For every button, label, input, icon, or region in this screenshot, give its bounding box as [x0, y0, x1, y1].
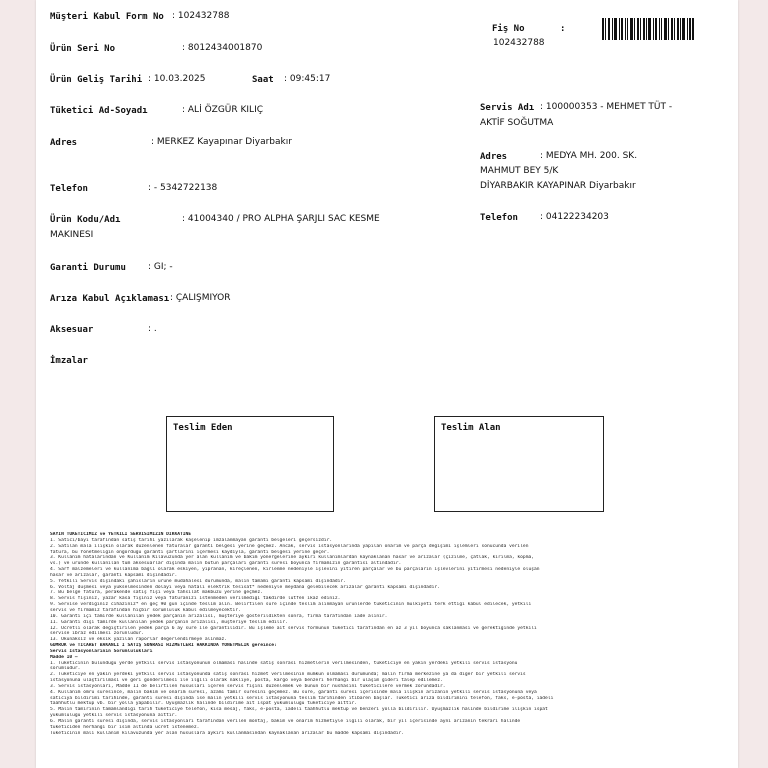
fine-print-line: taahhütlü mektup vb. bir yolla yapabilir. Uyuşmazlık halinde bildirime ait ispat yükümlülüğü tüketiciye aittir.	[50, 701, 357, 707]
phone-value: : - 5342722138	[148, 183, 218, 193]
service-value-continued: AKTİF SOĞUTMA	[480, 118, 554, 128]
accessory-value: : .	[148, 324, 157, 334]
accessory-label: Aksesuar	[50, 325, 94, 335]
serial-label: Ürün Seri No	[50, 44, 116, 54]
service-address-value: : MEDYA MH. 200. SK.	[540, 151, 638, 161]
fine-print-line: 3. Kullanım hatalarından ve Kullanım Kılavuzunda yer alan kullanım ve bakım yönergelerine aykırı kullanımlardan kaynaklanan hasar ve arızalar (çizilme, çatlak, kırılma, kopma,	[50, 555, 534, 561]
fine-print-line: servise ibraz edilmesi zorunludur.	[50, 631, 145, 637]
warranty-value: : GI; -	[148, 262, 173, 272]
fault-label: Arıza Kabul Açıklaması	[50, 294, 170, 304]
time-value: : 09:45:17	[284, 74, 331, 84]
service-address-line3: DİYARBAKIR KAYAPINAR Diyarbakır	[480, 181, 636, 191]
fine-print-line: 4. Sarf malzemeleri ve kullanıma bağlı olarak eskiyen, yıpranan, kireçlenen, kirlenme nedeniyle işlevini yitiren parçalar ve bu parçaların işlevlerini yitirmesi nedeniyle oluşan	[50, 567, 540, 573]
address-value: : MERKEZ Kayapınar Diyarbakır	[151, 137, 292, 147]
fine-print-line: 2. Satılan mala ilişkin olarak düzenlenen faturalar garanti belgesi yerine geçmez. Ancak, servis istasyonlarında yapılan onarım ve parça değişimi işlemleri sonucunda verilen	[50, 543, 529, 549]
delivered-by-box	[166, 416, 334, 512]
phone-label: Telefon	[50, 184, 88, 194]
form-no-label: Müşteri Kabul Form No	[50, 12, 164, 22]
address-label: Adres	[50, 138, 78, 148]
fine-print-line: 13. Okunaksız ve eksik yazılan raporlar değerlendirmeye alınmaz.	[50, 637, 228, 643]
fis-no-colon: :	[560, 24, 566, 34]
fine-print-line: 9. Servise verdiğiniz cihazınız* en geç 90 gün içinde teslim alın. Belirtilen süre içinde teslim alınmayan ürünlerde tüketicinin mülkiyeti terk ettiği kabul edilecek, yetkili	[50, 602, 532, 608]
fine-print-line: Servis İstasyonlarının Sorumlulukları	[50, 648, 153, 654]
fine-print-line: satıcıya bildirimi tarihinde, garanti süresi dışında ise malın yetkili servis istasyonuna teslim tarihinden itibaren başlar. Tüketici arıza bildirimini telefon, faks, e-posta, iadeli	[50, 695, 554, 701]
barcode-image	[602, 18, 694, 40]
fine-print-line: Madde 10 –	[50, 654, 78, 660]
fine-print-line: GÜMRÜK ve TİCARET BAKANLI I SATIŞ SONRASI HİZMETLERİ HAKKINDA YÖNETMELİK gereince:	[50, 643, 277, 649]
fine-print-line: sorumludur.	[50, 666, 81, 672]
fine-print-line: servis ve firmamız tarafından hiçbir sorumluluk kabul edilmeyecektir.	[50, 607, 241, 613]
fine-print-line: 5. Malın tamirinin tamamlandığı tarih tüketiciye telefon, kısa mesaj, faks, e-posta, iadeli taahhütlü mektup ve benzeri yolla bildirilir. Uyuşmazlık halinde bildirime ilişkin ispat	[50, 707, 548, 713]
fis-no-value: 102432788	[493, 38, 545, 48]
customer-value: : ALİ ÖZGÜR KILIÇ	[182, 105, 264, 115]
received-by-box	[434, 416, 604, 512]
service-address-line2: MAHMUT BEY 5/K	[480, 166, 559, 176]
fine-print-line: 11. Garanti dışı tamirde kullanılan yedek parçanın arızalısı, müşteriye teslim edilir.	[50, 619, 288, 625]
signatures-label: İmzalar	[50, 356, 88, 366]
form-no-value: : 102432788	[172, 11, 230, 21]
fis-no-label: Fiş No	[492, 24, 525, 34]
customer-label: Tüketici Ad-Soyadı	[50, 106, 148, 116]
arrival-date-value: : 10.03.2025	[148, 74, 206, 84]
product-label: Ürün Kodu/Adı	[50, 215, 121, 225]
received-by-label: Teslim Alan	[441, 423, 501, 433]
fault-value: : ÇALIŞMIYOR	[170, 293, 231, 303]
warranty-label: Garanti Durumu	[50, 263, 126, 273]
fine-print-line: Tüketicinin malı kullanım kılavuzunda yer alan hususlara aykırı kullanmasından kaynaklanan arızalar bu madde kapsamı dışındadır.	[50, 730, 405, 736]
arrival-date-label: Ürün Geliş Tarihi	[50, 75, 143, 85]
fine-print-line: 2. Tüketiciye en yakın yerdeki yetkili servis istasyonunda satış sonrası hizmet verilmesinin mümkün olmaması durumunda; malın firma merkezine ya da diğer bir yetkili servis	[50, 672, 526, 678]
fine-print-line: 6. Malın garanti süresi dışında, servis istasyonları tarafından verilen montaj, bakım ve onarım hizmetiyle ilgili olarak, bir yıl içerisinde aynı arızanın tekrarı halinde	[50, 719, 521, 724]
fine-print-line: SAYIN TÜKETİCİMİZ ve YETKİLİ SERVİSİMİZİN DİKKATİNE	[50, 532, 192, 537]
product-value: : 41004340 / PRO ALPHA ŞARJLI SAC KESME	[182, 214, 380, 224]
fine-print-line: 8. Servis fişiniz, yazar kasa fişiniz veya faturanızı istenmeden verilmediği takdirde lütfen ikaz ediniz.	[50, 596, 341, 602]
service-phone-label: Telefon	[480, 213, 518, 223]
fine-print-line: fatura, bu Yönetmeliğin öngördüğü garanti şartlarını içermesi kaydıyla, garanti belgesi yerine geçer.	[50, 549, 330, 555]
fine-print-line: 1. Tüketicinin bulunduğu yerde yetkili servis istasyonunun olmaması halinde satış sonrası hizmetlerin verilmesinden, tüketiciye en yakın yerdeki yetkili servis istasyonu	[50, 660, 518, 666]
time-label: Saat	[252, 75, 274, 85]
fine-print-line: istasyonuna ulaştırılması ve geri gönderilmesi ile ilgili olarak nakliye, posta, kargo veya benzeri herhangi bir ulaşım gideri talep edilemez.	[50, 678, 443, 684]
fine-print-line: 4. Kullanım ömrü süresince, malın bakım ve onarım süresi, azami tamir süresini geçemez. Bu süre, garanti süresi içerisinde mala ilişkin arızanın yetkili servis istasyonuna veya	[50, 689, 537, 695]
service-address-label: Adres	[480, 152, 508, 162]
service-acceptance-form	[36, 0, 738, 768]
fine-print-line: 5. Yetkili Servis dışındaki şahısların ürüne müdahalesi durumunda, malın tamamı garanti kapsamı dışındadır.	[50, 578, 346, 584]
fine-print-line: hasar ve arızalar, garanti kapsamı dışındadır.	[50, 572, 178, 578]
product-value-continued: MAKINESI	[50, 230, 94, 240]
fine-print-line: 3. Servis istasyonları, Madde 11 de belirtilen hususları içeren servis fişini düzenlemek ve bunun bir nüshasını tüketicilere vermek zorundadır.	[50, 683, 446, 689]
service-phone-value: : 04122234203	[540, 212, 609, 222]
fine-print-line: 1. Satıcı/bayi tarafından satış tarihi yazılarak kaşelenip imzalanmayan garanti belgeleri geçersizdir.	[50, 537, 333, 543]
fine-print-line: tüketiciden herhangi bir isim altında ücret istenemez.	[50, 724, 200, 730]
fine-print-line: 10. Garanti içi tamirde kullanılan yedek parçanın arızalısı, müşteriye gösterildikten sonra, firma tarafından iade alınır.	[50, 613, 388, 619]
fine-print-line: 12. Ücretli olarak değiştirilen yedek parça 6 ay süre ile garantilidir. Bu işleme ait servis formunun tüketici tarafından en az 3 yıl boyunca saklanması ve gerektiğinde yetkili	[50, 625, 537, 631]
fine-print-line: vs.) ve üründe kullanılan tüm aksesuarlar dışında malın bütün parçaları garanti süresi boyunca firmamızın garantisi altındadır.	[50, 561, 402, 567]
service-value: : 100000353 - MEHMET TÜT -	[540, 102, 673, 112]
service-label: Servis Adı	[480, 103, 535, 113]
serial-value: : 8012434001870	[182, 43, 263, 53]
terms-fine-print	[50, 532, 724, 737]
delivered-by-label: Teslim Eden	[173, 423, 233, 433]
fine-print-line: 7. Bu belge fatura, perakende satış fişi veya tahsilat makbuzu yerine geçmez.	[50, 590, 263, 596]
fine-print-line: 6. Voltaj düşmesi veya yükselmesinden dolayı veya hatalı elektrik tesisat* nedeniyle meydana gelebilecek arızalar garanti kapsamı dışındadır.	[50, 584, 440, 590]
fine-print-line: yükümlülüğü yetkili servis istasyonuna aittir.	[50, 713, 178, 719]
